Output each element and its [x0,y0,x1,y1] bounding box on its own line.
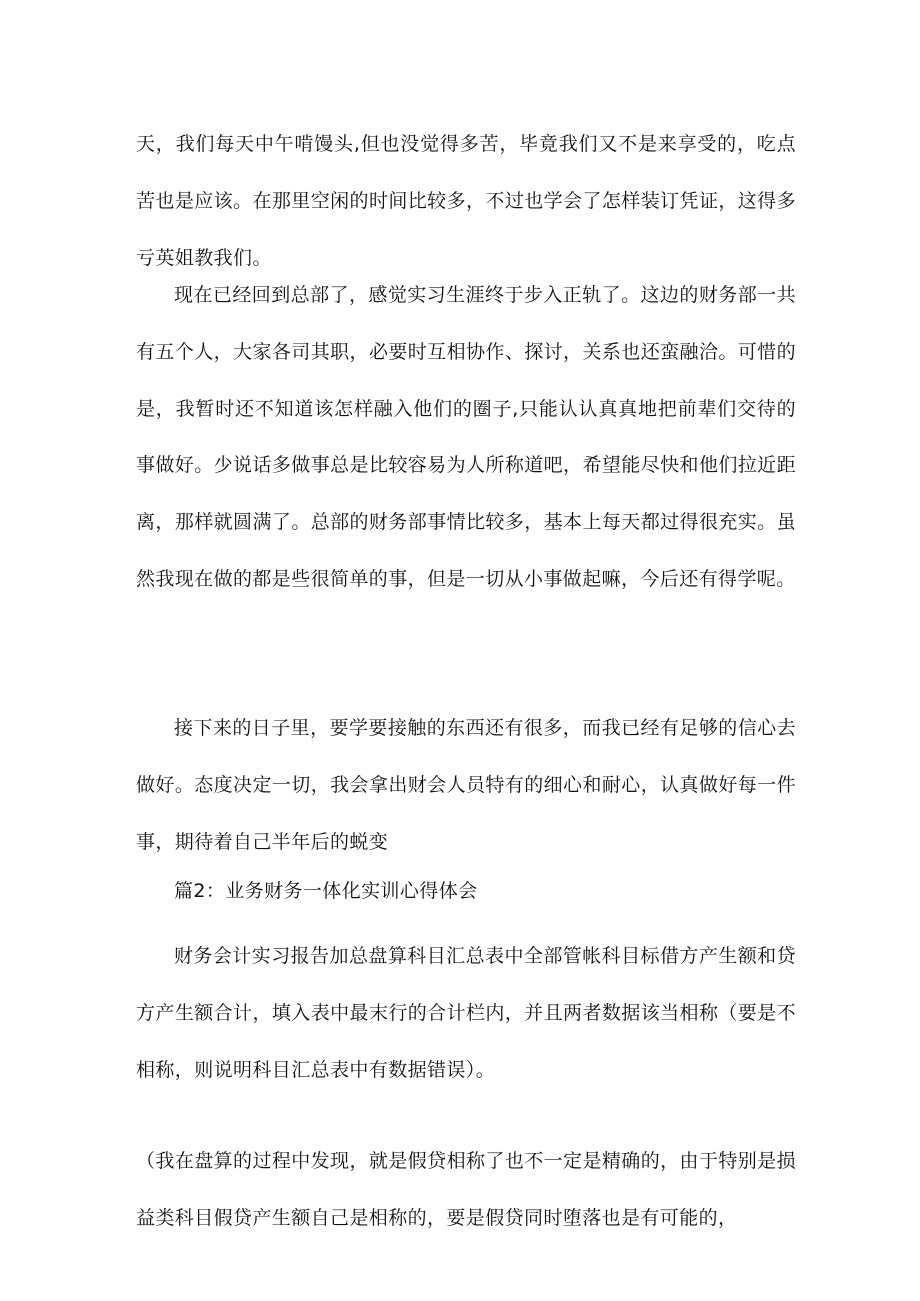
paragraph-2: 现在已经回到总部了，感觉实习生涯终于步入正轨了。这边的财务部一共有五个人，大家各司其职，必要时互相协作、探讨，关系也还蛮融洽。可惜的是，我暂时还不知道该怎样融入他们的圈子,只能认认真真地把前辈们交待的事做好。少说话多做事总是比较容易为人所称道吧，希望能尽快和他们拉近距离，那样就圆满了。总部的财务部事情比较多，基本上每天都过得很充实。虽然我现在做的都是些很简单的事，但是一切从小事做起嘛，今后还有得学呢。 [136,284,796,590]
paragraph-4: 财务会计实习报告加总盘算科目汇总表中全部管帐科目标借方产生额和贷方产生额合计，填入表中最末行的合计栏内，并且两者数据该当相称（要是不相称，则说明科目汇总表中有数据错误）。 [136,945,796,1081]
paragraph-3: 接下来的日子里，要学要接触的东西还有很多，而我已经有足够的信心去做好。态度决定一切，我会拿出财会人员特有的细心和耐心，认真做好每一件事，期待着自己半年后的蜕变 [136,717,796,853]
paragraph-1: 天，我们每天中午啃馒头,但也没觉得多苦，毕竟我们又不是来享受的，吃点苦也是应该。在那里空闲的时间比较多，不过也学会了怎样装订凭证，这得多亏英姐教我们。 [136,133,796,269]
paragraph-5: （我在盘算的过程中发现，就是假贷相称了也不一定是精确的，由于特别是损益类科目假贷产生额自己是相称的，要是假贷同时堕落也是有可能的， [136,1150,796,1229]
section-heading: 篇2：业务财务一体化实训心得体会 [174,880,478,902]
